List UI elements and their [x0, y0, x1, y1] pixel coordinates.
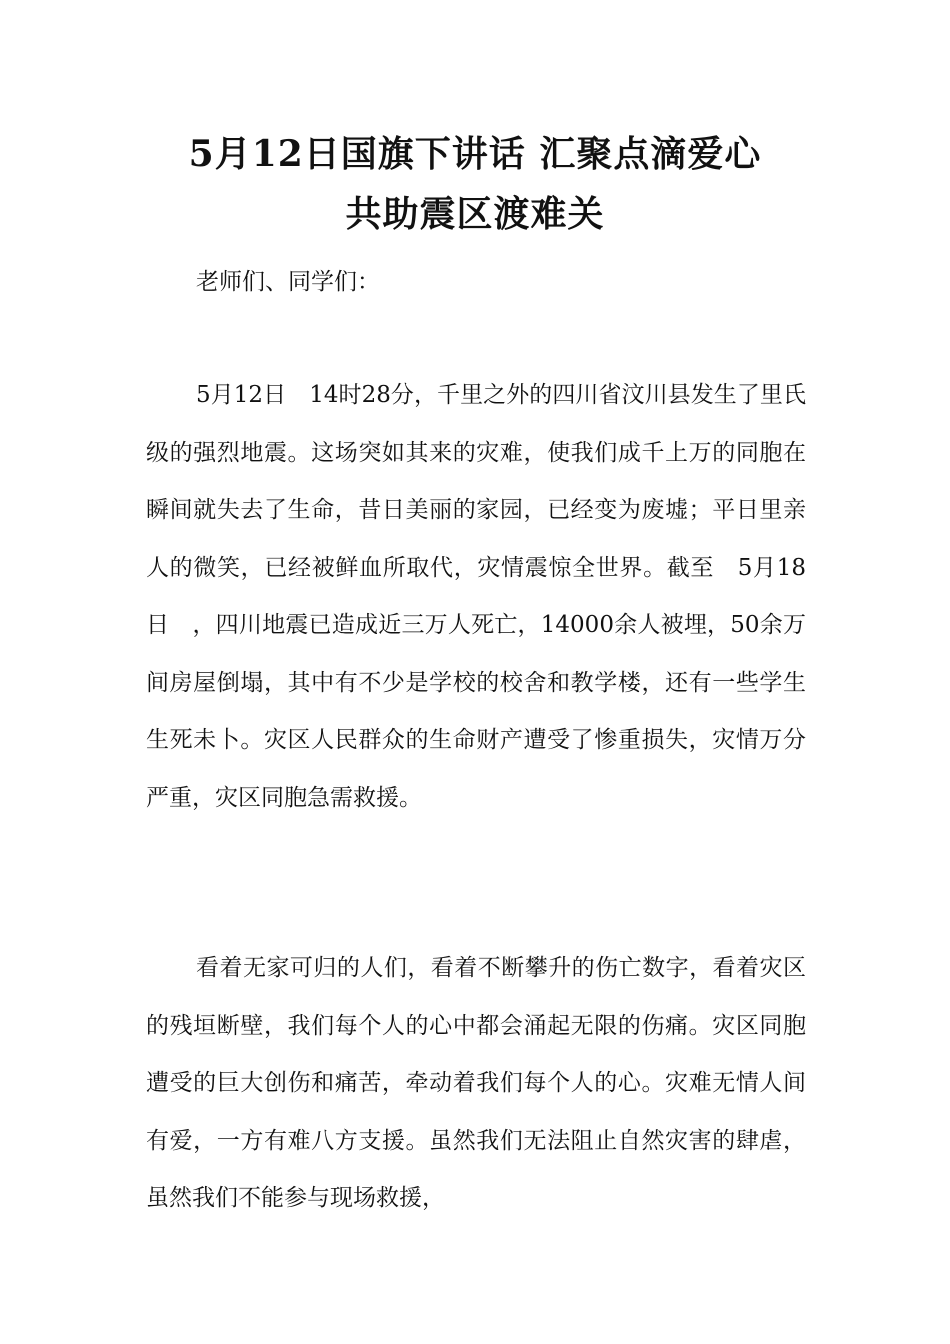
salutation: 老师们、同学们： — [196, 269, 380, 295]
paragraph-2: 看着无家可归的人们，看着不断攀升的伤亡数字，看着灾区的残垣断壁，我们每个人的心中都会涌起无限的伤痛。灾区同胞遭受的巨大创伤和痛苦，牵动着我们每个人的心。灾难无情人间有爱，一方有难八方支援。虽然我们无法阻止自然灾害的肆虐，虽然我们不能参与现场救援， — [146, 955, 806, 1211]
paragraph-1: 5月12日 14时28分，千里之外的四川省汶川县发生了里氏级的强烈地震。这场突如其来的灾难，使我们成千上万的同胞在瞬间就失去了生命，昔日美丽的家园，已经变为废墟；平日里亲人的微笑，已经被鲜血所取代，灾情震惊全世界。截至 5月18日 ，四川地震已造成近三万人死亡，14000余人被埋，50余万间房屋倒塌，其中有不少是学校的校舍和教学楼，还有一些学生生死未卜。灾区人民群众的生命财产遭受了惨重损失，灾情万分严重，灾区同胞急需救援。 — [146, 382, 806, 811]
document-title-line-1: 5月12日国旗下讲话 汇聚点滴爱心 — [188, 133, 762, 175]
document-title-line-2: 共助震区渡难关 — [345, 193, 605, 235]
